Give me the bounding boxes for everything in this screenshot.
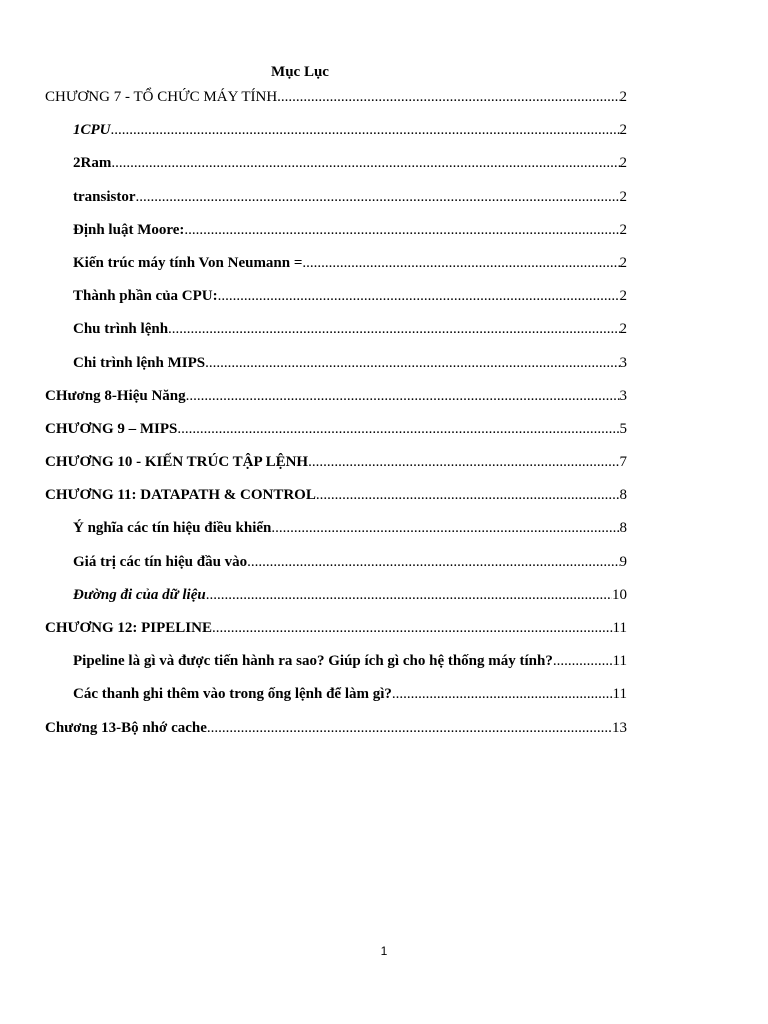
toc-entry-page: 2 — [619, 155, 627, 172]
toc-entry[interactable] — [45, 452, 627, 485]
toc-entry-page: 10 — [612, 586, 627, 603]
toc-entry[interactable] — [45, 552, 627, 585]
toc-entry[interactable] — [45, 518, 627, 551]
toc-entry-label: Pipeline là gì và được tiến hành ra sao? Giúp ích gì cho hệ thống máy tính? — [73, 653, 553, 670]
toc-title: Mục Lục — [271, 64, 329, 80]
toc-dot-leader — [177, 419, 619, 439]
toc-dot-leader — [308, 452, 619, 472]
toc-entry-label: 1CPU — [73, 122, 111, 139]
toc-entry[interactable] — [45, 153, 627, 186]
toc-entry-label: CHƯƠNG 10 - KIẾN TRÚC TẬP LỆNH — [45, 454, 309, 471]
toc-entry-label: CHƯƠNG 7 - TỔ CHỨC MÁY TÍNH — [45, 89, 278, 105]
toc-dot-leader — [271, 518, 619, 538]
toc-entry[interactable] — [45, 618, 627, 651]
toc-entry-page: 5 — [619, 420, 627, 437]
toc-dot-leader — [316, 485, 620, 505]
toc-entry-page: 2 — [619, 89, 627, 105]
toc-entry[interactable] — [45, 253, 627, 286]
toc-dot-leader — [302, 253, 619, 273]
toc-entry-page: 9 — [619, 553, 627, 570]
toc-entry[interactable] — [45, 220, 627, 253]
toc-dot-leader — [111, 153, 619, 173]
toc-entry[interactable] — [45, 419, 627, 452]
toc-entry-label: Kiến trúc máy tính Von Neumann = — [73, 254, 303, 271]
toc-entry-label: Định luật Moore: — [73, 221, 185, 238]
toc-entry-page: 3 — [619, 387, 627, 404]
toc-entry[interactable] — [45, 120, 627, 153]
toc-dot-leader — [218, 286, 620, 306]
table-of-contents — [45, 87, 627, 751]
toc-dot-leader — [206, 585, 612, 605]
toc-entry-page: 3 — [619, 354, 627, 371]
toc-dot-leader — [136, 187, 620, 207]
toc-dot-leader — [168, 319, 619, 339]
toc-entry[interactable] — [45, 651, 627, 684]
toc-entry-label: Thành phần của CPU: — [73, 288, 218, 305]
toc-entry-page: 2 — [619, 254, 627, 271]
toc-dot-leader — [207, 718, 612, 738]
toc-entry-label: Chu trình lệnh — [73, 321, 169, 338]
toc-dot-leader — [184, 220, 619, 240]
toc-entry-page: 8 — [619, 487, 627, 504]
toc-entry[interactable] — [45, 585, 627, 618]
toc-entry-label: CHƯƠNG 12: PIPELINE — [45, 620, 212, 636]
toc-dot-leader — [111, 120, 620, 140]
toc-entry-label: transistor — [73, 188, 136, 205]
toc-entry[interactable] — [45, 684, 627, 717]
toc-entry[interactable] — [45, 485, 627, 518]
toc-entry-label: Chương 13-Bộ nhớ cache — [45, 719, 207, 736]
toc-entry[interactable] — [45, 353, 627, 386]
toc-entry-page: 2 — [619, 221, 627, 238]
toc-entry[interactable] — [45, 386, 627, 419]
toc-entry-page: 8 — [619, 520, 627, 537]
toc-entry-label: 2Ram — [73, 155, 112, 172]
toc-entry[interactable] — [45, 319, 627, 352]
toc-entry-label: Các thanh ghi thêm vào trong ống lệnh để làm gì? — [73, 686, 392, 703]
toc-entry-page: 13 — [612, 719, 627, 736]
toc-entry[interactable] — [45, 718, 627, 751]
toc-entry[interactable] — [45, 286, 627, 319]
page-number: 1 — [380, 944, 388, 958]
toc-entry-label: Ý nghĩa các tín hiệu điều khiển — [73, 520, 272, 537]
toc-dot-leader — [392, 684, 613, 704]
toc-entry-label: CHƯƠNG 9 – MIPS — [45, 420, 178, 437]
toc-dot-leader — [205, 353, 619, 373]
toc-entry-page: 2 — [619, 122, 627, 139]
toc-entry-page: 2 — [619, 188, 627, 205]
toc-dot-leader — [247, 552, 619, 572]
toc-dot-leader — [186, 386, 620, 406]
toc-entry-page: 2 — [619, 321, 627, 338]
toc-entry-page: 11 — [612, 686, 627, 703]
toc-entry[interactable] — [45, 87, 627, 120]
toc-entry-page: 11 — [612, 653, 627, 670]
toc-entry-label: Giá trị các tín hiệu đầu vào — [73, 553, 248, 570]
toc-entry-page: 7 — [619, 454, 627, 471]
toc-entry-label: Đường đi của dữ liệu — [73, 586, 206, 603]
toc-entry[interactable] — [45, 187, 627, 220]
toc-entry-label: CHƯƠNG 11: DATAPATH & CONTROL — [45, 487, 316, 504]
toc-dot-leader — [553, 651, 613, 671]
toc-entry-page: 11 — [612, 620, 627, 636]
toc-entry-page: 2 — [619, 288, 627, 305]
toc-entry-label: Chi trình lệnh MIPS — [73, 354, 206, 371]
toc-dot-leader — [277, 87, 619, 107]
toc-entry-label: CHương 8-Hiệu Năng — [45, 387, 186, 404]
toc-dot-leader — [212, 618, 613, 638]
